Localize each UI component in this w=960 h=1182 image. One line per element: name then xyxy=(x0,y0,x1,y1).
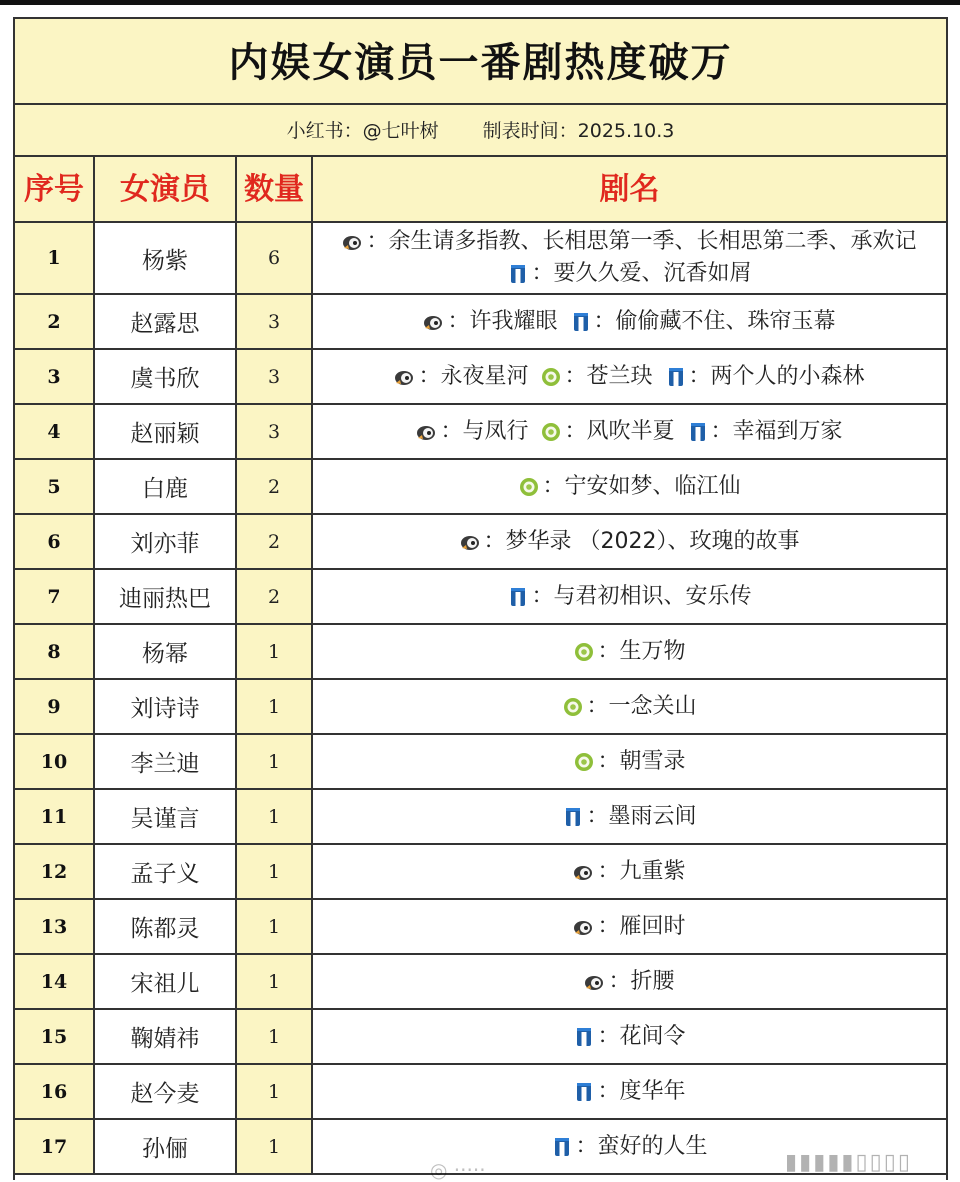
show-count: 3 xyxy=(237,350,313,403)
youku-icon xyxy=(507,587,529,607)
show-titles: ：苍兰玦 xyxy=(564,363,653,389)
row-number: 17 xyxy=(15,1120,95,1173)
show-count: 3 xyxy=(237,295,313,348)
show-list xyxy=(313,223,946,293)
show-titles: ：一念关山 xyxy=(586,693,697,719)
show-line xyxy=(573,1076,685,1108)
youku-icon xyxy=(562,807,584,827)
page-dots: ▮▮▮▮▮▯▯▯▯ xyxy=(785,1150,912,1175)
actress-name: 杨紫 xyxy=(95,223,237,293)
show-list xyxy=(313,460,946,513)
show-list xyxy=(313,955,946,1008)
tencent-video-icon xyxy=(394,367,416,387)
row-number: 15 xyxy=(15,1010,95,1063)
table-row xyxy=(15,790,946,845)
row-number: 7 xyxy=(15,570,95,623)
made-date: 制表时间：2025.10.3 xyxy=(482,120,675,142)
platform-shows xyxy=(562,801,696,833)
show-line xyxy=(573,746,685,778)
show-count: 2 xyxy=(237,460,313,513)
table-row xyxy=(15,900,946,955)
platform-shows xyxy=(416,416,528,448)
platform-shows xyxy=(540,361,652,393)
actress-name: 李兰迪 xyxy=(95,735,237,788)
show-titles: ：宁安如梦、临江仙 xyxy=(542,473,741,499)
row-number: 8 xyxy=(15,625,95,678)
iqiyi-icon xyxy=(573,642,595,662)
show-count: 2 xyxy=(237,515,313,568)
show-count: 1 xyxy=(237,735,313,788)
actress-name: 赵今麦 xyxy=(95,1065,237,1118)
table-subtitle xyxy=(15,105,946,157)
platform-shows xyxy=(573,1076,685,1108)
actress-name: 杨幂 xyxy=(95,625,237,678)
platform-shows xyxy=(573,856,685,888)
show-list xyxy=(313,680,946,733)
show-titles: ：花间令 xyxy=(597,1023,686,1049)
actress-name: 刘诗诗 xyxy=(95,680,237,733)
platform-shows xyxy=(507,258,751,290)
platform-shows xyxy=(394,361,528,393)
actress-name: 孙俪 xyxy=(95,1120,237,1173)
actress-name: 赵露思 xyxy=(95,295,237,348)
show-titles: ：与君初相识、安乐传 xyxy=(531,583,752,609)
table-row xyxy=(15,295,946,350)
show-list xyxy=(313,625,946,678)
tencent-video-icon xyxy=(460,532,482,552)
actress-name: 吴谨言 xyxy=(95,790,237,843)
iqiyi-icon xyxy=(518,477,540,497)
platform-shows xyxy=(540,416,674,448)
show-line xyxy=(573,911,685,943)
youku-icon xyxy=(687,422,709,442)
show-titles: ：九重紫 xyxy=(597,858,686,884)
show-titles: ：蛮好的人生 xyxy=(575,1133,708,1159)
youku-icon xyxy=(573,1082,595,1102)
platform-shows xyxy=(562,691,696,723)
platform-shows xyxy=(342,226,916,258)
actress-name: 宋祖儿 xyxy=(95,955,237,1008)
show-count: 3 xyxy=(237,405,313,458)
table-row xyxy=(15,845,946,900)
top-edge-bar xyxy=(0,0,960,5)
show-count: 1 xyxy=(237,790,313,843)
show-line xyxy=(518,471,740,503)
platform-shows xyxy=(665,361,865,393)
row-number: 6 xyxy=(15,515,95,568)
show-titles: ：度华年 xyxy=(597,1078,686,1104)
header-shows: 剧名 xyxy=(313,157,946,223)
table-row xyxy=(15,570,946,625)
show-list xyxy=(313,295,946,348)
header-no: 序号 xyxy=(15,157,95,223)
table-row xyxy=(15,405,946,460)
show-titles: ：梦华录 （2022）、玫瑰的故事 xyxy=(483,528,800,554)
show-line xyxy=(507,581,751,613)
show-titles: ：幸福到万家 xyxy=(710,418,843,444)
iqiyi-icon xyxy=(573,752,595,772)
actress-name: 白鹿 xyxy=(95,460,237,513)
show-line xyxy=(573,636,685,668)
show-list xyxy=(313,405,946,458)
show-titles: ：永夜星河 xyxy=(418,363,529,389)
row-number: 1 xyxy=(15,223,95,293)
table-title: 内娱女演员一番剧热度破万 xyxy=(15,19,946,105)
tencent-video-icon xyxy=(342,232,364,252)
show-line xyxy=(416,416,842,448)
header-count: 数量 xyxy=(237,157,313,223)
show-count: 1 xyxy=(237,900,313,953)
show-titles: ：与凤行 xyxy=(440,418,529,444)
show-count: 2 xyxy=(237,570,313,623)
show-titles: ：要久久爱、沉香如屑 xyxy=(531,261,752,286)
show-list xyxy=(313,1065,946,1118)
show-line xyxy=(562,801,696,833)
actress-name: 虞书欣 xyxy=(95,350,237,403)
row-number: 13 xyxy=(15,900,95,953)
youku-icon xyxy=(570,312,592,332)
show-line xyxy=(573,1021,685,1053)
show-line xyxy=(342,226,916,258)
row-number: 12 xyxy=(15,845,95,898)
show-titles: ：雁回时 xyxy=(597,913,686,939)
table-row xyxy=(15,735,946,790)
row-number: 11 xyxy=(15,790,95,843)
platform-shows xyxy=(573,636,685,668)
tencent-video-icon xyxy=(584,972,606,992)
tencent-video-icon xyxy=(573,917,595,937)
show-titles: ：余生请多指教、长相思第一季、长相思第二季、承欢记 xyxy=(366,229,917,254)
show-list xyxy=(313,570,946,623)
platform-shows xyxy=(584,966,674,998)
show-list xyxy=(313,1010,946,1063)
row-number: 2 xyxy=(15,295,95,348)
show-line xyxy=(460,526,800,558)
show-count: 1 xyxy=(237,955,313,1008)
actress-name: 迪丽热巴 xyxy=(95,570,237,623)
tencent-video-icon xyxy=(423,312,445,332)
show-line xyxy=(423,306,835,338)
show-count: 1 xyxy=(237,680,313,733)
show-line xyxy=(394,361,864,393)
show-titles: ：生万物 xyxy=(597,638,686,664)
show-line xyxy=(562,691,696,723)
table-row xyxy=(15,223,946,295)
table-row xyxy=(15,515,946,570)
actress-name: 孟子义 xyxy=(95,845,237,898)
platform-shows xyxy=(423,306,557,338)
show-count: 6 xyxy=(237,223,313,293)
youku-icon xyxy=(507,264,529,284)
iqiyi-icon xyxy=(562,697,584,717)
show-count: 1 xyxy=(237,625,313,678)
show-titles: ：两个人的小森林 xyxy=(688,363,865,389)
iqiyi-icon xyxy=(540,367,562,387)
show-titles: ：折腰 xyxy=(608,968,675,994)
actress-name: 刘亦菲 xyxy=(95,515,237,568)
platform-shows xyxy=(573,1021,685,1053)
youku-icon xyxy=(551,1137,573,1157)
table-row xyxy=(15,1065,946,1120)
youku-icon xyxy=(573,1027,595,1047)
actress-name: 鞠婧祎 xyxy=(95,1010,237,1063)
tencent-video-icon xyxy=(573,862,595,882)
show-titles: ：偷偷藏不住、珠帘玉幕 xyxy=(593,308,836,334)
show-list xyxy=(313,900,946,953)
show-list xyxy=(313,845,946,898)
show-line xyxy=(573,856,685,888)
platform-shows xyxy=(507,581,751,613)
platform-shows xyxy=(460,526,800,558)
row-number: 14 xyxy=(15,955,95,1008)
show-titles: ：墨雨云间 xyxy=(586,803,697,829)
platform-shows xyxy=(570,306,836,338)
table-row xyxy=(15,350,946,405)
show-list xyxy=(313,790,946,843)
platform-shows xyxy=(573,746,685,778)
show-titles: ：风吹半夏 xyxy=(564,418,675,444)
show-titles: ：许我耀眼 xyxy=(447,308,558,334)
row-number: 16 xyxy=(15,1065,95,1118)
show-count: 1 xyxy=(237,1120,313,1173)
show-count: 1 xyxy=(237,1010,313,1063)
youku-icon xyxy=(665,367,687,387)
table-row xyxy=(15,680,946,735)
show-line xyxy=(551,1131,707,1163)
iqiyi-icon xyxy=(540,422,562,442)
show-line xyxy=(507,258,751,290)
header-actress: 女演员 xyxy=(95,157,237,223)
show-list xyxy=(313,515,946,568)
tencent-video-icon xyxy=(416,422,438,442)
row-number: 9 xyxy=(15,680,95,733)
ranking-table xyxy=(13,17,948,1180)
table-row xyxy=(15,460,946,515)
show-line xyxy=(584,966,674,998)
platform-shows xyxy=(573,911,685,943)
table-row xyxy=(15,1010,946,1065)
row-number: 3 xyxy=(15,350,95,403)
show-list xyxy=(313,735,946,788)
show-list xyxy=(313,350,946,403)
platform-shows xyxy=(551,1131,707,1163)
row-number: 4 xyxy=(15,405,95,458)
platform-shows xyxy=(518,471,740,503)
show-count: 1 xyxy=(237,845,313,898)
actress-name: 陈都灵 xyxy=(95,900,237,953)
table-row xyxy=(15,955,946,1010)
platform-shows xyxy=(687,416,843,448)
show-count: 1 xyxy=(237,1065,313,1118)
row-number: 5 xyxy=(15,460,95,513)
source-credit: 小红书：@七叶树 xyxy=(286,120,439,142)
row-number: 10 xyxy=(15,735,95,788)
table-row xyxy=(15,625,946,680)
weibo-watermark: ◎ ····· xyxy=(430,1158,486,1182)
show-titles: ：朝雪录 xyxy=(597,748,686,774)
actress-name: 赵丽颖 xyxy=(95,405,237,458)
